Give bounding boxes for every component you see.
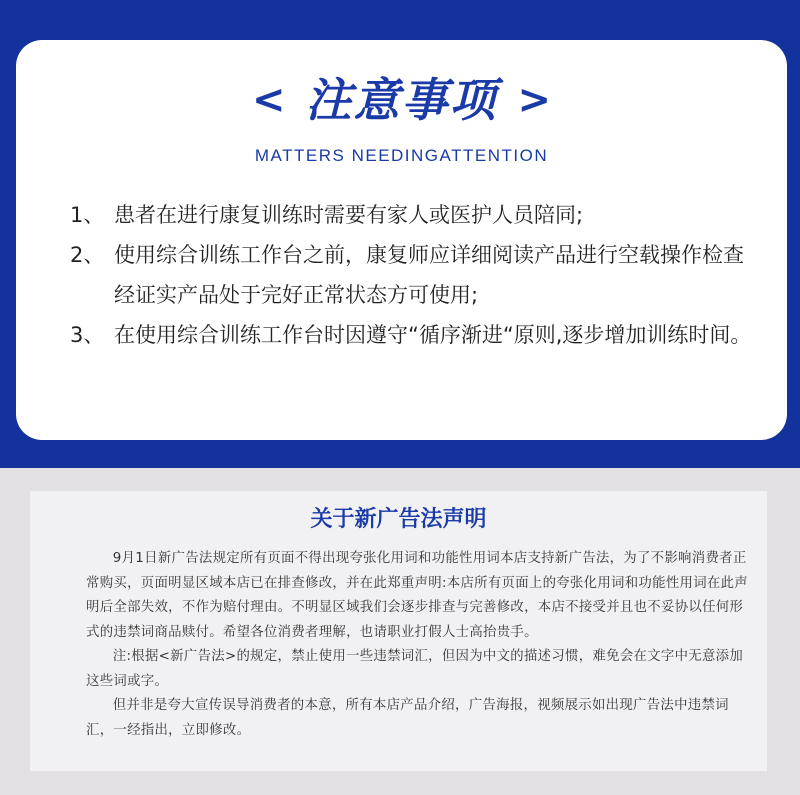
notice-card (16, 40, 787, 440)
ad-law-title: 关于新广告法声明 (310, 506, 487, 532)
ad-law-paragraph: 但并非是夸大宣传误导消费者的本意，所有本店产品介绍，广告海报，视频展示如出现广告法中违禁词汇，一经指出，立即修改。 (86, 698, 729, 738)
ad-law-paragraph: 9月1日新广告法规定所有页面不得出现夸张化用词和功能性用词本店支持新广告法，为了不影响消费者正常购买，页面明显区域本店已在排查修改，并在此郑重声明:本店所有页面上的夸张化用词和功能性用词在此声明后全部失效，不作为赔付理由。不明显区域我们会逐步排查与完善修改，本店不接受并且也不妥协以任何形式的违禁词商品赎付。希望各位消费者理解，也请职业打假人士高抬贵手。 (86, 551, 748, 640)
notice-subtitle: MATTERS NEEDINGATTENTION (254, 146, 549, 165)
notice-item-number: 2、 (70, 243, 105, 267)
notice-title-text: 注意事项 (305, 73, 498, 127)
notice-item-text: 患者在进行康复训练时需要有家人或医护人员陪同; (114, 203, 584, 227)
notice-item (70, 195, 760, 235)
ad-law-statement (30, 491, 767, 771)
ad-law-paragraph: 注:根据<新广告法>的规定，禁止使用一些违禁词汇，但因为中文的描述习惯，难免会在文字中无意添加这些词或字。 (86, 649, 744, 689)
notice-header (16, 72, 787, 166)
ad-law-body (86, 547, 749, 743)
notice-title (252, 72, 551, 128)
notice-list (70, 195, 760, 355)
notice-item-text: 在使用综合训练工作台时因遵守“循序渐进“原则,逐步增加训练时间。 (114, 323, 752, 347)
notice-item (70, 315, 760, 355)
notice-item-number: 1、 (70, 203, 105, 227)
notice-item-number: 3、 (70, 323, 105, 347)
chevron-right-icon: > (517, 77, 552, 123)
notice-item-text: 使用综合训练工作台之前，康复师应详细阅读产品进行空载操作检查经证实产品处于完好正常状态方可使用; (114, 243, 744, 307)
notice-item (70, 235, 760, 315)
chevron-left-icon: < (251, 77, 286, 123)
